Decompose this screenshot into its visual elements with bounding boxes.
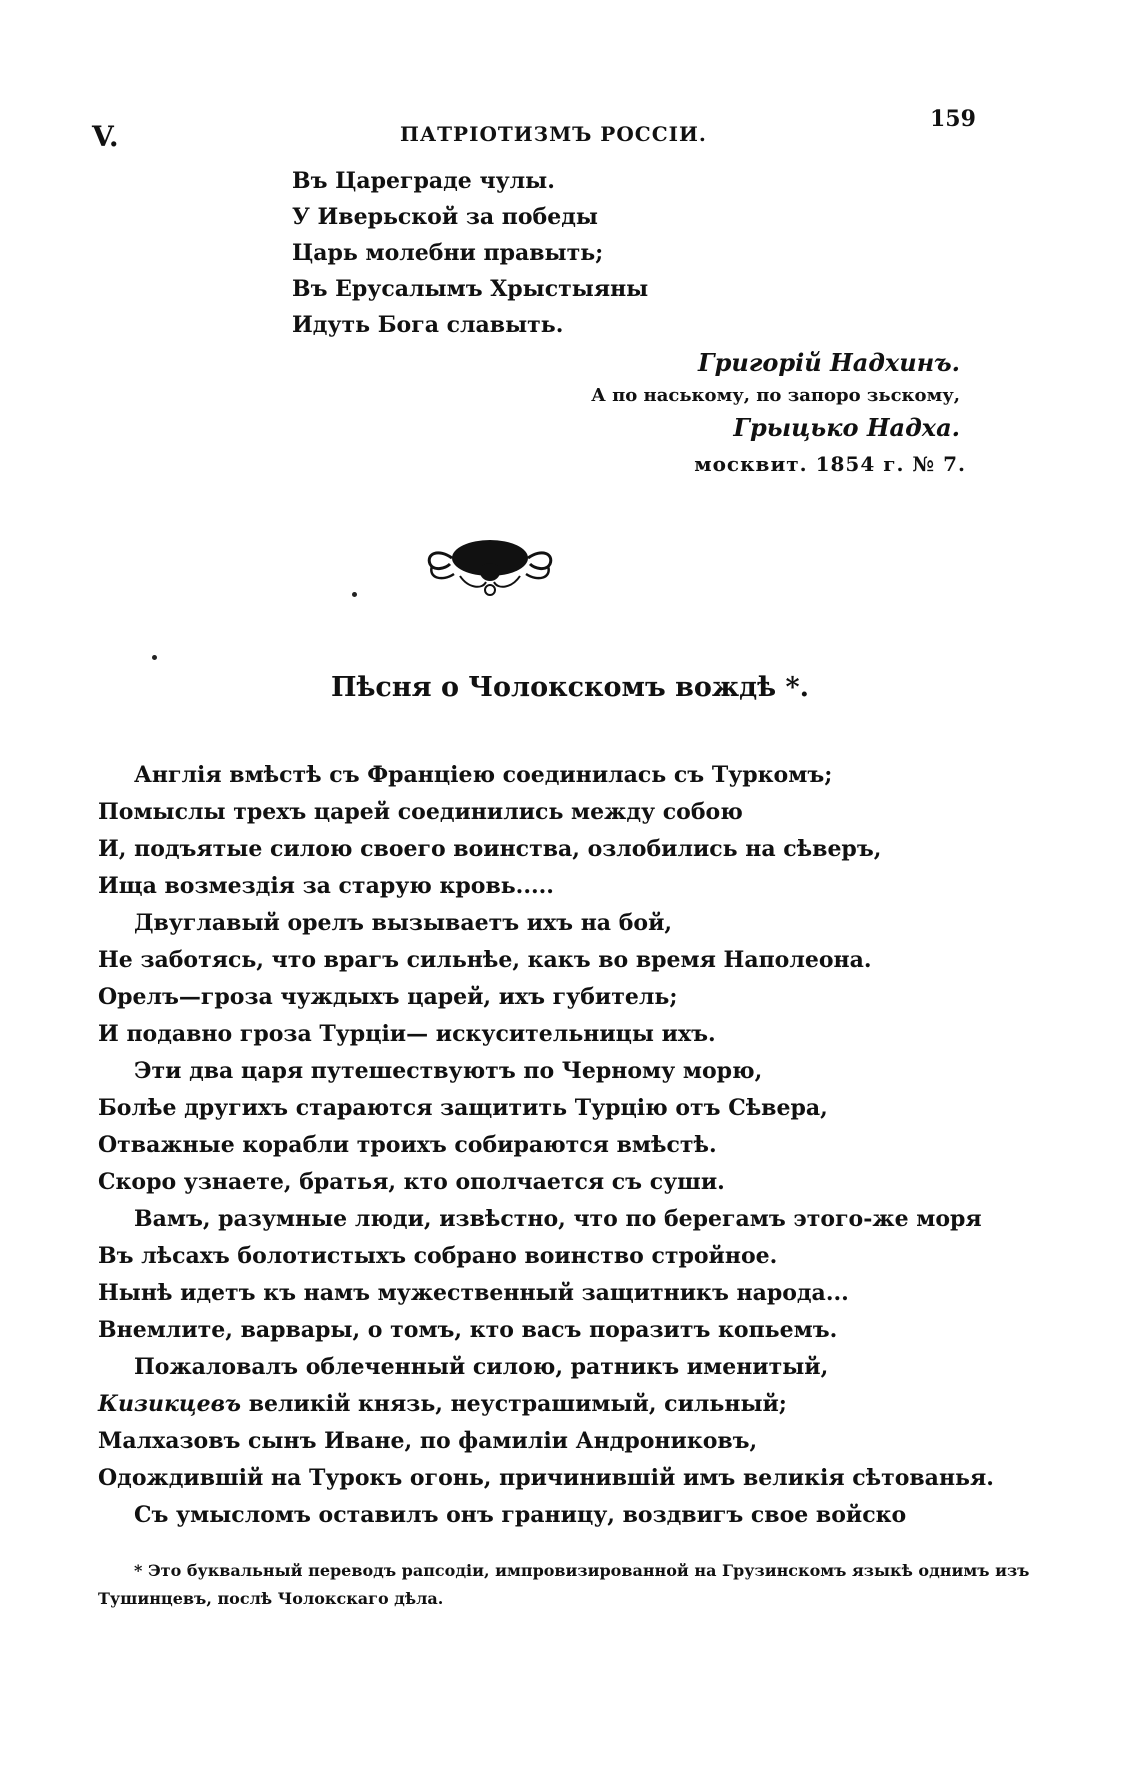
- verse-line: Царь молебни правыть;: [292, 240, 604, 266]
- poem-line: Нынѣ идетъ къ намъ мужественный защитникъ народа...: [98, 1280, 849, 1306]
- italic-name: Кизикцевъ: [98, 1391, 242, 1417]
- first-poem: [292, 163, 648, 343]
- poem-line: Одождившій на Турокъ огонь, причинившій имъ великія сѣтованья.: [98, 1465, 994, 1491]
- ink-speck: [152, 655, 157, 660]
- verse-line: У Иверьской за победы: [292, 204, 598, 230]
- author-name-dialect: Грыцько Надха.: [733, 413, 960, 442]
- running-title: ПАТРІОТИЗМЪ РОССІИ.: [400, 122, 707, 146]
- poem-line: Малхазовъ сынъ Иване, по фамиліи Андрониковъ,: [98, 1428, 758, 1454]
- poem-line: Пожаловалъ облеченный силою, ратникъ именитый,: [134, 1354, 829, 1380]
- poem-line: Не заботясь, что врагъ сильнѣе, какъ во время Наполеона.: [98, 947, 872, 973]
- poem-line: Англія вмѣстѣ съ Франціею соединилась съ Туркомъ;: [134, 762, 833, 788]
- poem-line: Скоро узнаете, братья, кто ополчается съ суши.: [98, 1169, 725, 1195]
- poem-line: Болѣе другихъ стараются защитить Турцію отъ Сѣвера,: [98, 1095, 828, 1121]
- verse-line: Идуть Бога славыть.: [292, 312, 564, 338]
- footnote-line: Тушинцевъ, послѣ Чолокскаго дѣла.: [98, 1589, 444, 1608]
- poem-line: Кизикцевъ великій князь, неустрашимый, сильный;: [98, 1391, 787, 1417]
- dialect-note: А по наському, по запоро зьскому,: [591, 385, 960, 406]
- poem-line: Въ лѣсахъ болотистыхъ собрано воинство стройное.: [98, 1243, 778, 1269]
- poem-line: Двуглавый орелъ вызываетъ ихъ на бой,: [134, 910, 673, 936]
- author-name: Григорій Надхинъ.: [698, 348, 960, 377]
- poem-line: Съ умысломъ оставилъ онъ границу, воздвигъ свое войско: [134, 1502, 907, 1528]
- poem-line: Орелъ—гроза чуждыхъ царей, ихъ губитель;: [98, 984, 678, 1010]
- page-number: 159: [930, 106, 976, 132]
- song-body: [98, 757, 994, 1534]
- song-title: Пѣсня о Чолокскомъ вождѣ *.: [330, 672, 810, 703]
- poem-line: Ища возмездія за старую кровь.....: [98, 873, 554, 899]
- section-number: V.: [92, 120, 119, 153]
- poem-line: Вамъ, разумные люди, извѣстно, что по берегамъ этого-же моря: [134, 1206, 982, 1232]
- footnote: [98, 1557, 1030, 1613]
- poem-line: И, подъятые силою своего воинства, озлобились на сѣверъ,: [98, 836, 882, 862]
- ink-speck: [352, 592, 357, 597]
- poem-line: Внемлите, варвары, о томъ, кто васъ поразитъ копьемъ.: [98, 1317, 838, 1343]
- footnote-line: * Это буквальный переводъ рапсодіи, импровизированной на Грузинскомъ языкѣ однимъ изъ: [134, 1561, 1030, 1580]
- verse-line: Въ Цареграде чулы.: [292, 168, 555, 194]
- ornament-vignette-icon: [420, 528, 560, 604]
- verse-line: Въ Ерусалымъ Хрыстыяны: [292, 276, 649, 302]
- poem-line: Отважные корабли троихъ собираются вмѣстѣ.: [98, 1132, 717, 1158]
- poem-line: Помыслы трехъ царей соединились между собою: [98, 799, 743, 825]
- source-citation: москвит. 1854 г. № 7.: [694, 452, 966, 476]
- poem-line: Эти два царя путешествуютъ по Черному морю,: [134, 1058, 763, 1084]
- poem-line: И подавно гроза Турціи— искусительницы ихъ.: [98, 1021, 716, 1047]
